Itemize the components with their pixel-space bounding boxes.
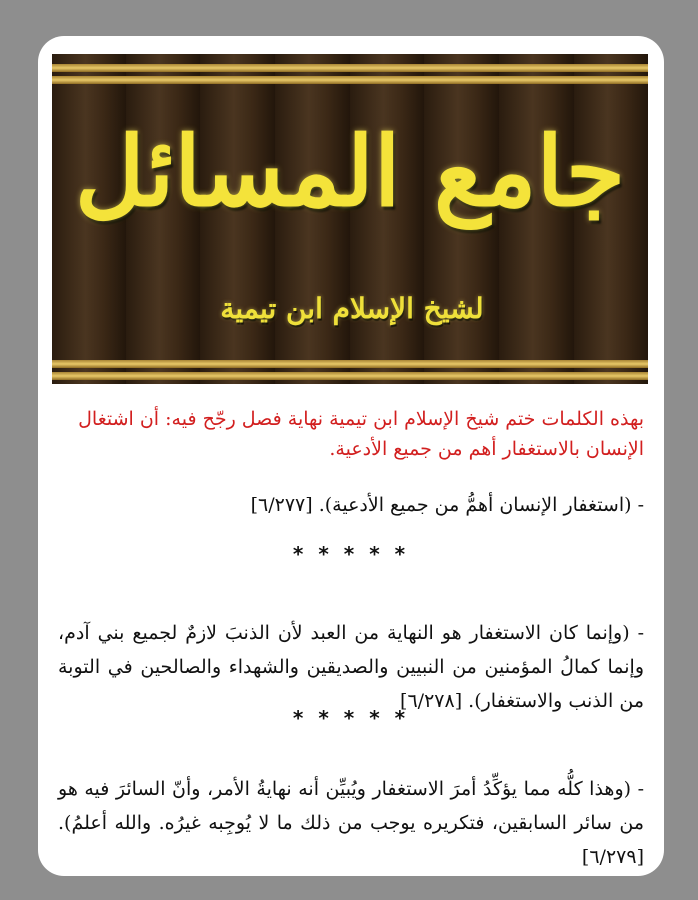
content-card [38, 36, 664, 876]
separator-stars: * * * * * [292, 542, 410, 566]
separator-stars: * * * * * [292, 706, 410, 730]
quote-paragraph-2: - (وإنما كان الاستغفار هو النهاية من العبد لأن الذنبَ لازمٌ لجميع بني آدم، وإنما كمالُ المؤمنين من النبيين والصديقين والشهداء والصالحين في التوبة من الذنب والاستغفار). [٦/٢٧٨] [58, 622, 644, 712]
book-cover-banner [52, 54, 648, 384]
book-title: جامع المسائل [74, 115, 626, 228]
quote-paragraph-3: - (وهذا كلُّه مما يؤكِّدُ أمرَ الاستغفار ويُبيِّن أنه نهايةُ الأمر، وأنّ السائرَ فيه هو من سائر السابقين، فتكريره يوجب من ذلك ما لا يُوجِبه غيرُه. والله أعلمُ). [٦/٢٧٩] [58, 778, 644, 868]
quote-paragraph-1: - (استغفار الإنسان أهمُّ من جميع الأدعية). [٦/٢٧٧] [250, 494, 644, 516]
book-author: لشيخ الإسلام ابن تيمية [220, 292, 484, 325]
intro-text: بهذه الكلمات ختم شيخ الإسلام ابن تيمية نهاية فصل رجّح فيه: أن اشتغال الإنسان بالاستغفار أهم من جميع الأدعية. [78, 408, 644, 460]
